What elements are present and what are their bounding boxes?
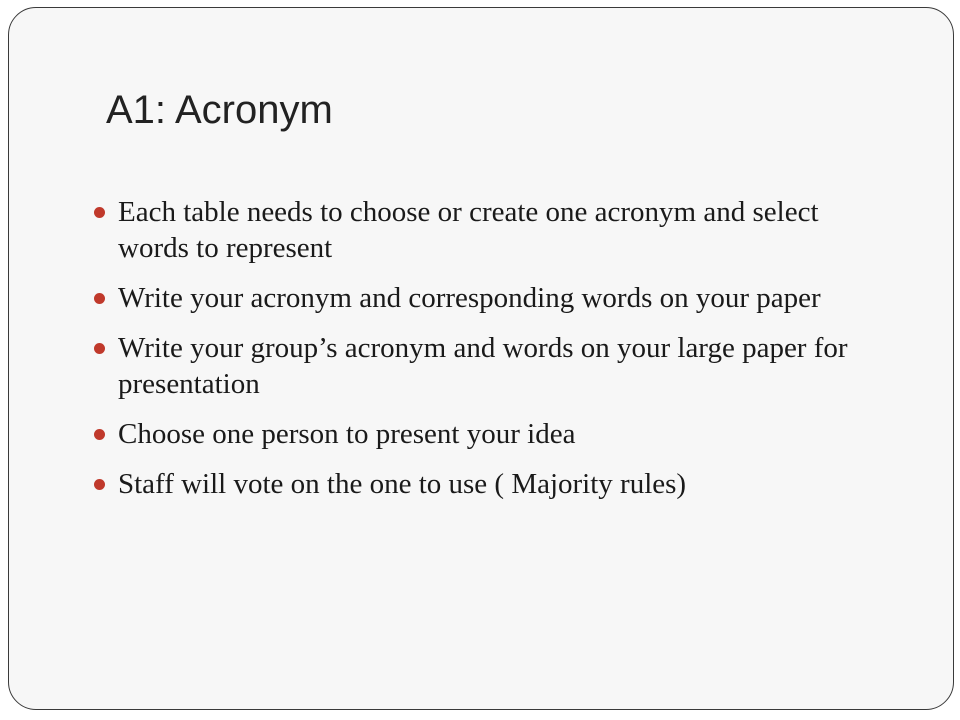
bullet-text: Write your group’s acronym and words on your large paper for presentation (118, 332, 848, 400)
bullet-icon (94, 343, 105, 354)
bullet-icon (94, 429, 105, 440)
bullet-item (90, 466, 890, 502)
bullet-text: Staff will vote on the one to use ( Majority rules) (118, 468, 687, 500)
slide-title: A1: Acronym (106, 88, 333, 132)
bullet-icon (94, 293, 105, 304)
bullet-item (90, 280, 890, 316)
bullet-item (90, 416, 890, 452)
bullet-icon (94, 479, 105, 490)
bullet-icon (94, 207, 105, 218)
bullet-text: Each table needs to choose or create one acronym and select words to represent (118, 196, 819, 264)
bullet-text: Choose one person to present your idea (118, 418, 576, 450)
bullet-text: Write your acronym and corresponding words on your paper (118, 282, 821, 314)
bullet-item (90, 194, 890, 266)
bullet-item (90, 330, 890, 402)
bullet-list (90, 194, 890, 516)
